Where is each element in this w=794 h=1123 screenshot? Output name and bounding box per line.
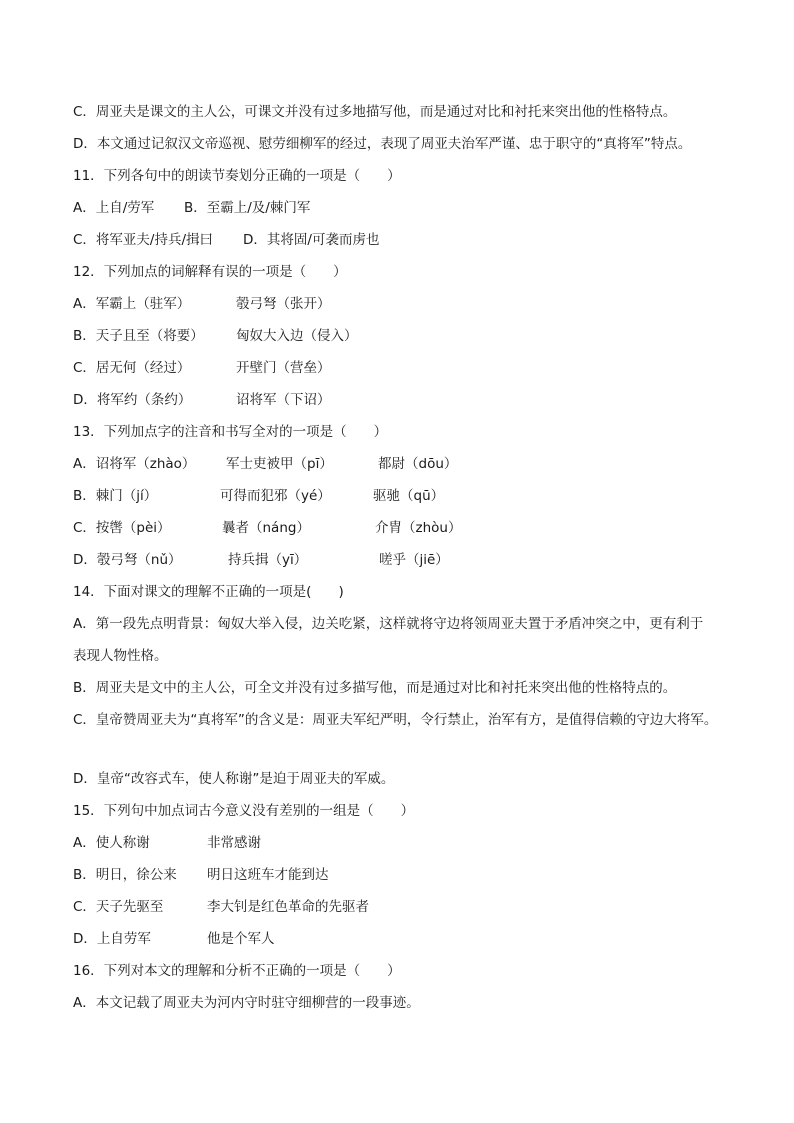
question-16-stem: 16．下列对本文的理解和分析不正确的一项是（ ） — [73, 963, 401, 979]
option-d-part-2: 持兵揖（yī） — [228, 552, 308, 568]
option-b-part-2: 明日这班车才能到达 — [207, 867, 329, 883]
option-c: C．将军亚夫/持兵/揖曰 — [73, 232, 214, 248]
option-a-part-3: 都尉（dōu） — [378, 456, 458, 472]
question-14-option-d: D．皇帝“改容式车，使人称谢”是迫于周亚夫的军威。 — [73, 771, 395, 787]
question-12-stem: 12．下列加点的词解释有误的一项是（ ） — [73, 264, 347, 280]
question-16-option-a: A．本文记载了周亚夫为河内守时驻守细柳营的一段事迹。 — [73, 995, 420, 1011]
option-b-part-1: B．棘门（jí） — [73, 488, 158, 504]
option-c-part-1: C．天子先驱至 — [73, 899, 164, 915]
option-d-part-1: D．将军约（条约） — [73, 392, 192, 408]
option-c-part-2: 曩者（náng） — [222, 520, 310, 536]
option-a-part-1: A．军霸上（驻军） — [73, 296, 191, 312]
option-d-part-1: D．彀弓弩（nǔ） — [73, 552, 182, 568]
question-11-stem: 11．下列各句中的朗读节奏划分正确的一项是（ ） — [73, 168, 401, 184]
option-d: D．其将固/可袭而虏也 — [243, 232, 380, 248]
option-d-part-2: 诏将军（下诏） — [236, 392, 331, 408]
question-14-stem: 14．下面对课文的理解不正确的一项是( ) — [73, 584, 344, 600]
question-14-option-c: C．皇帝赞周亚夫为“真将军”的含义是：周亚夫军纪严明，令行禁止，治军有方，是值得信赖的守边大将军。 — [73, 712, 718, 728]
option-d-part-2: 他是个军人 — [207, 931, 275, 947]
option-a-part-2: 非常感谢 — [207, 835, 261, 851]
question-10-option-c: C．周亚夫是课文的主人公，可课文并没有过多地描写他，而是通过对比和衬托来突出他的性格特点。 — [73, 104, 677, 120]
option-c-part-2: 开壁门（营垒） — [236, 360, 331, 376]
option-b-part-1: B．天子且至（将要） — [73, 328, 204, 344]
option-c-part-3: 介胄（zhòu） — [375, 520, 462, 536]
option-b-part-3: 驱驰（qū） — [373, 488, 445, 504]
option-d-part-3: 嗟乎（jiē） — [379, 552, 449, 568]
option-c-part-1: C．居无何（经过） — [73, 360, 191, 376]
question-14-option-a-line-1: A．第一段先点明背景：匈奴大举入侵，边关吃紧，这样就将守边将领周亚夫置于矛盾冲突之中，更有利于 — [73, 616, 704, 632]
option-a-part-1: A．使人称谢 — [73, 835, 150, 851]
option-c-part-2: 李大钊是红色革命的先驱者 — [207, 899, 369, 915]
option-c-part-1: C．按辔（pèi） — [73, 520, 171, 536]
option-b: B．至霸上/及/棘门军 — [184, 200, 311, 216]
option-a-part-2: 彀弓弩（张开） — [236, 296, 331, 312]
option-b-part-2: 匈奴大入边（侵入） — [236, 328, 358, 344]
question-13-stem: 13．下列加点字的注音和书写全对的一项是（ ） — [73, 424, 388, 440]
question-10-option-d: D．本文通过记叙汉文帝巡视、慰劳细柳军的经过，表现了周亚夫治军严谨、忠于职守的“真将军”特点。 — [73, 136, 692, 152]
option-b-part-1: B．明日，徐公来 — [73, 867, 177, 883]
option-b-part-2: 可得而犯邪（yé） — [220, 488, 331, 504]
option-d-part-1: D．上自劳军 — [73, 931, 151, 947]
question-15-stem: 15．下列句中加点词古今意义没有差别的一组是（ ） — [73, 803, 415, 819]
question-14-option-b: B．周亚夫是文中的主人公，可全文并没有过多描写他，而是通过对比和衬托来突出他的性格特点的。 — [73, 680, 677, 696]
option-a: A．上自/劳军 — [73, 200, 155, 216]
option-a-part-2: 军士吏被甲（pī） — [226, 456, 333, 472]
question-14-option-a-line-2: 表现人物性格。 — [73, 648, 168, 664]
option-a-part-1: A．诏将军（zhào） — [73, 456, 196, 472]
